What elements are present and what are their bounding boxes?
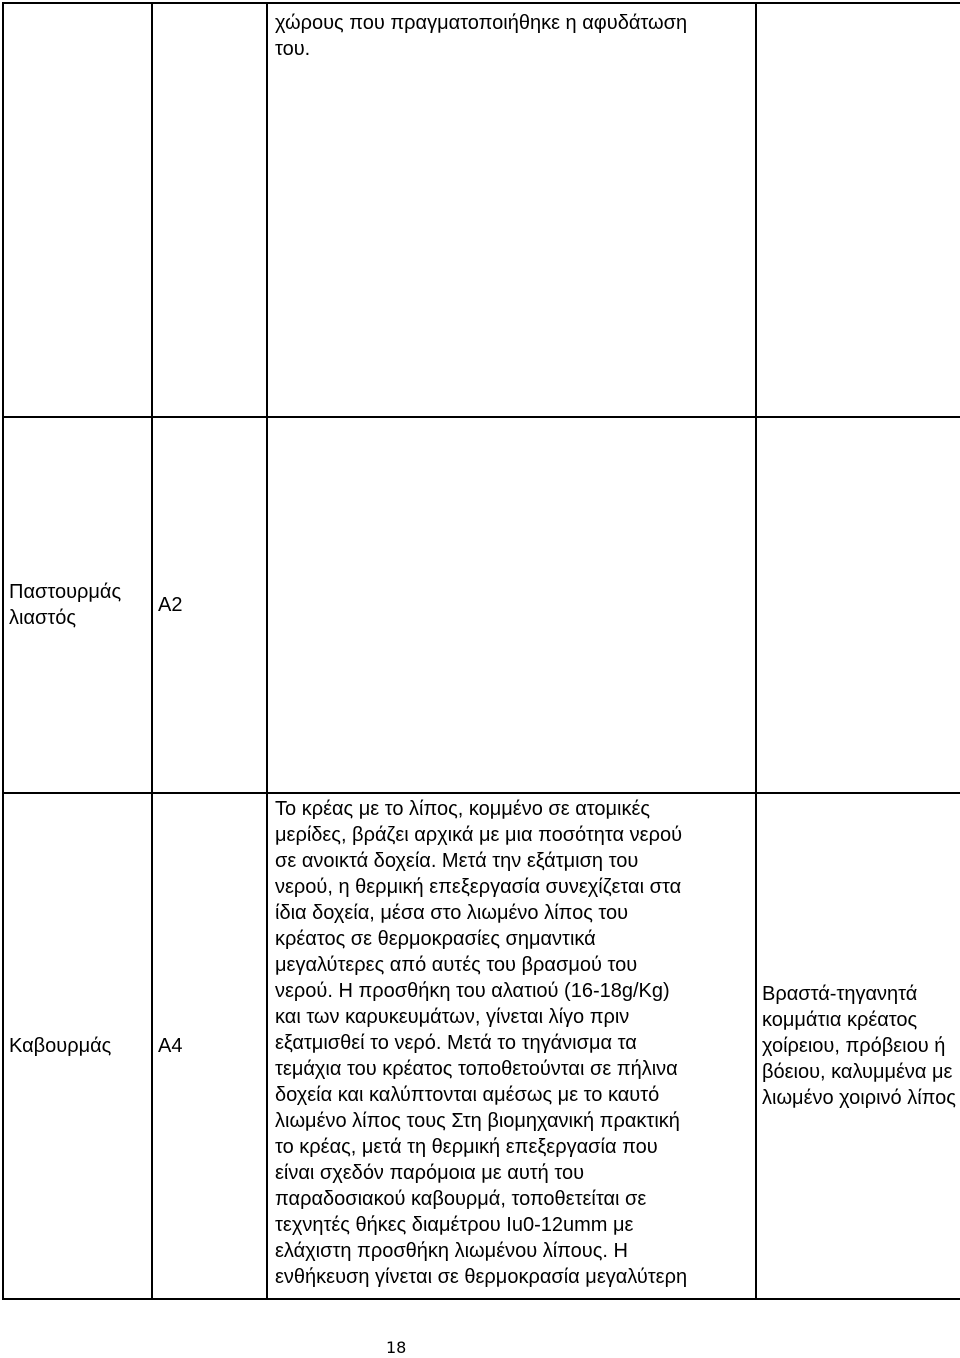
table-row	[3, 417, 960, 793]
product-code: Α4	[158, 1035, 183, 1057]
product-ingredients-cell	[756, 3, 960, 417]
product-code-cell	[152, 417, 267, 793]
page-number: 18	[386, 1338, 407, 1357]
table-row	[3, 793, 960, 1299]
table-row	[3, 3, 960, 417]
product-ingredients-cell	[756, 793, 960, 1299]
product-name: Καβουρμάς	[9, 1035, 112, 1057]
product-table	[2, 2, 960, 1300]
product-code-cell	[152, 793, 267, 1299]
product-description: Το κρέας με το λίπος, κομμένο σε ατομικές μερίδες, βράζει αρχικά με μια ποσότητα νερού σε ανοικτά δοχεία. Μετά την εξάτμιση του νερού, η θερμική επεξεργασία συνεχίζεται στα ίδια δοχεία, μέσα στο λιωμένο λίπος του κρέατος σε θερμοκρασίες σημαντικά μεγαλύτερες από αυτές του βρασμού του νερού. Η προσθήκη του αλατιού (16-18g/Kg) και των καρυκευμάτων, γίνεται λίγο πριν εξατμισθεί το νερό. Μετά το τηγάνισμα τα τεμάχια του κρέατος τοποθετούνται σε πήλινα δοχεία και καλύπτονται αμέσως με το καυτό λιωμένο λίπος τους Στη βιομηχανική πρακτική το κρέας, μετά τη θερμική επεξεργασία που είναι σχεδόν παρόμοια με αυτή του παραδοσιακού καβουρμά, τοποθετείται σε τεχνητές θήκες διαμέτρου Ιu0-12umm με ελάχιστη προσθήκη λιωμένου λίπους. Η ενθήκευση γίνεται σε θερμοκρασία μεγαλύτερη	[275, 798, 688, 1288]
product-code: Α2	[158, 594, 183, 616]
product-ingredients-cell	[756, 417, 960, 793]
product-name: Παστουρμάς λιαστός	[9, 581, 122, 629]
product-name-cell	[3, 3, 152, 417]
product-name-cell	[3, 793, 152, 1299]
product-description-cell	[267, 3, 756, 417]
product-description: χώρους που πραγματοποιήθηκε η αφυδάτωση του.	[275, 12, 688, 60]
product-ingredients: Βραστά-τηγανητά κομμάτια κρέατος χοίρειου, πρόβειου ή βόειου, καλυμμένα με λιωμένο χοιρινό λίπος	[762, 983, 956, 1109]
product-name-cell	[3, 417, 152, 793]
product-description-cell	[267, 793, 756, 1299]
product-description-cell	[267, 417, 756, 793]
product-code-cell	[152, 3, 267, 417]
